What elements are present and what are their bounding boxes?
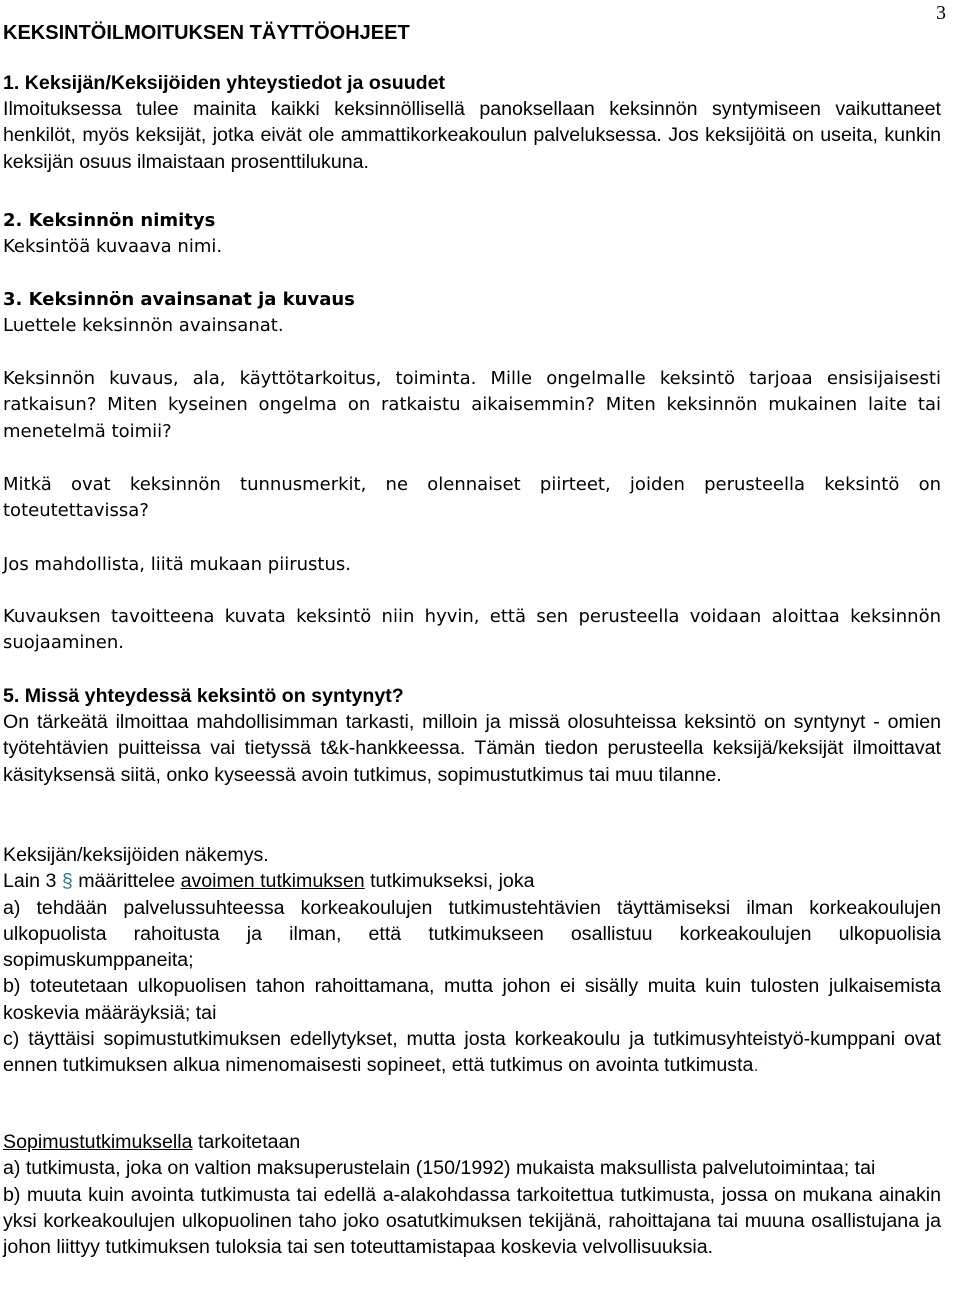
contract-suffix: tarkoitetaan (197, 1131, 301, 1153)
law-line (3, 868, 941, 894)
item-a: a) tehdään palvelussuhteessa korkeakoulujen tutkimustehtävien täyttämiseksi ilman korkeakoulujen ulkopuolista rahoitusta ja ilman, että tutkimukseen osallistuu korkeakoulujen ulkopuolisia sopimuskumppaneita; (3, 896, 941, 972)
section-5 (3, 683, 941, 788)
drawing-paragraph: Jos mahdollista, liitä mukaan piirustus. (3, 554, 351, 575)
contract-line (3, 1129, 941, 1155)
section-1-heading: 1. Keksijän/Keksijöiden yhteystiedot ja osuudet (3, 72, 446, 94)
opinion-line: Keksijän/keksijöiden näkemys. (3, 844, 269, 866)
section-3-drawing (3, 552, 941, 578)
contract-item-b: b) muuta kuin avointa tutkimusta tai edellä a-alakohdassa tarkoitettua tutkimusta, jossa on mukana ainakin yksi korkeakoulujen ulkopuolinen taho joko osatutkimuksen tekijänä, rahoittajana tai muuna osallistujana ja johon liittyy tutkimuksen tuloksia tai sen toteuttamistapaa koskevia velvollisuuksia. (3, 1183, 941, 1259)
section-5-opinion (3, 842, 941, 1079)
contract-research-link[interactable]: Sopimustutkimuksella (3, 1131, 193, 1153)
item-c-end: . (753, 1054, 759, 1077)
section-1-text: Ilmoituksessa tulee mainita kaikki keksinnöllisellä panoksellaan keksinnön syntymiseen vaikuttaneet henkilöt, myös keksijät, jotka eivät ole ammattikorkeakoulun palveluksessa. Jos keksijöitä on useita, kunkin keksijän osuus ilmaistaan prosenttilukuna. (3, 98, 941, 173)
section-3-goal (3, 604, 941, 657)
section-3-features (3, 472, 941, 525)
contract-research (3, 1129, 941, 1260)
section-sign: § (61, 870, 73, 893)
page-number: 3 (936, 2, 946, 24)
law-mid: määrittelee (78, 870, 176, 893)
section-3-description (3, 366, 941, 445)
section-3-text: Luettele keksinnön avainsanat. (3, 315, 284, 336)
section-5-heading: 5. Missä yhteydessä keksintö on syntynyt? (3, 685, 404, 707)
law-prefix: Lain 3 (3, 870, 57, 893)
contract-item-a: a) tutkimusta, joka on valtion maksuperustelain (150/1992) mukaista maksullista palvelutoimintaa; tai (3, 1157, 876, 1180)
open-research-link[interactable]: avoimen tutkimuksen (180, 870, 365, 893)
section-1 (3, 70, 941, 175)
features-paragraph: Mitkä ovat keksinnön tunnusmerkit, ne olennaiset piirteet, joiden perusteella keksintö on toteutettavissa? (3, 474, 941, 522)
law-suffix: tutkimukseksi, joka (370, 870, 535, 893)
section-2-heading: 2. Keksinnön nimitys (3, 210, 216, 231)
section-3 (3, 287, 941, 339)
goal-paragraph: Kuvauksen tavoitteena kuvata keksintö niin hyvin, että sen perusteella voidaan aloittaa keksinnön suojaaminen. (3, 606, 941, 654)
description-paragraph: Keksinnön kuvaus, ala, käyttötarkoitus, toiminta. Mille ongelmalle keksintö tarjoaa ensisijaisesti ratkaisun? Miten kyseinen ongelma on ratkaistu aikaisemmin? Miten keksinnön mukainen laite tai menetelmä toimii? (3, 368, 941, 442)
document-title: KEKSINTÖILMOITUKSEN TÄYTTÖOHJEET (3, 22, 410, 44)
item-b: b) toteutetaan ulkopuolisen tahon rahoittamana, mutta johon ei sisälly muita kuin tulosten julkaisemista koskevia määräyksiä; tai (3, 975, 941, 1024)
section-2-text: Keksintöä kuvaava nimi. (3, 236, 223, 257)
section-2 (3, 208, 941, 260)
item-c-text: c) täyttäisi sopimustutkimuksen edellytykset, mutta josta korkeakoulu ja tutkimusyhteistyö-kumppani ovat ennen tutkimuksen alkua nimenomaisesti sopineet, että tutkimus on avointa tutkimusta (3, 1028, 941, 1077)
section-3-heading: 3. Keksinnön avainsanat ja kuvaus (3, 289, 355, 310)
item-c (3, 1026, 941, 1079)
section-5-text: On tärkeätä ilmoittaa mahdollisimman tarkasti, milloin ja missä olosuhteissa keksintö on syntynyt - omien työtehtävien puitteissa vai tietyssä t&k-hankkeessa. Tämän tiedon perusteella keksijä/keksijät ilmoittavat käsityksensä siitä, onko kyseessä avoin tutkimus, sopimustutkimus tai muu tilanne. (3, 711, 941, 786)
